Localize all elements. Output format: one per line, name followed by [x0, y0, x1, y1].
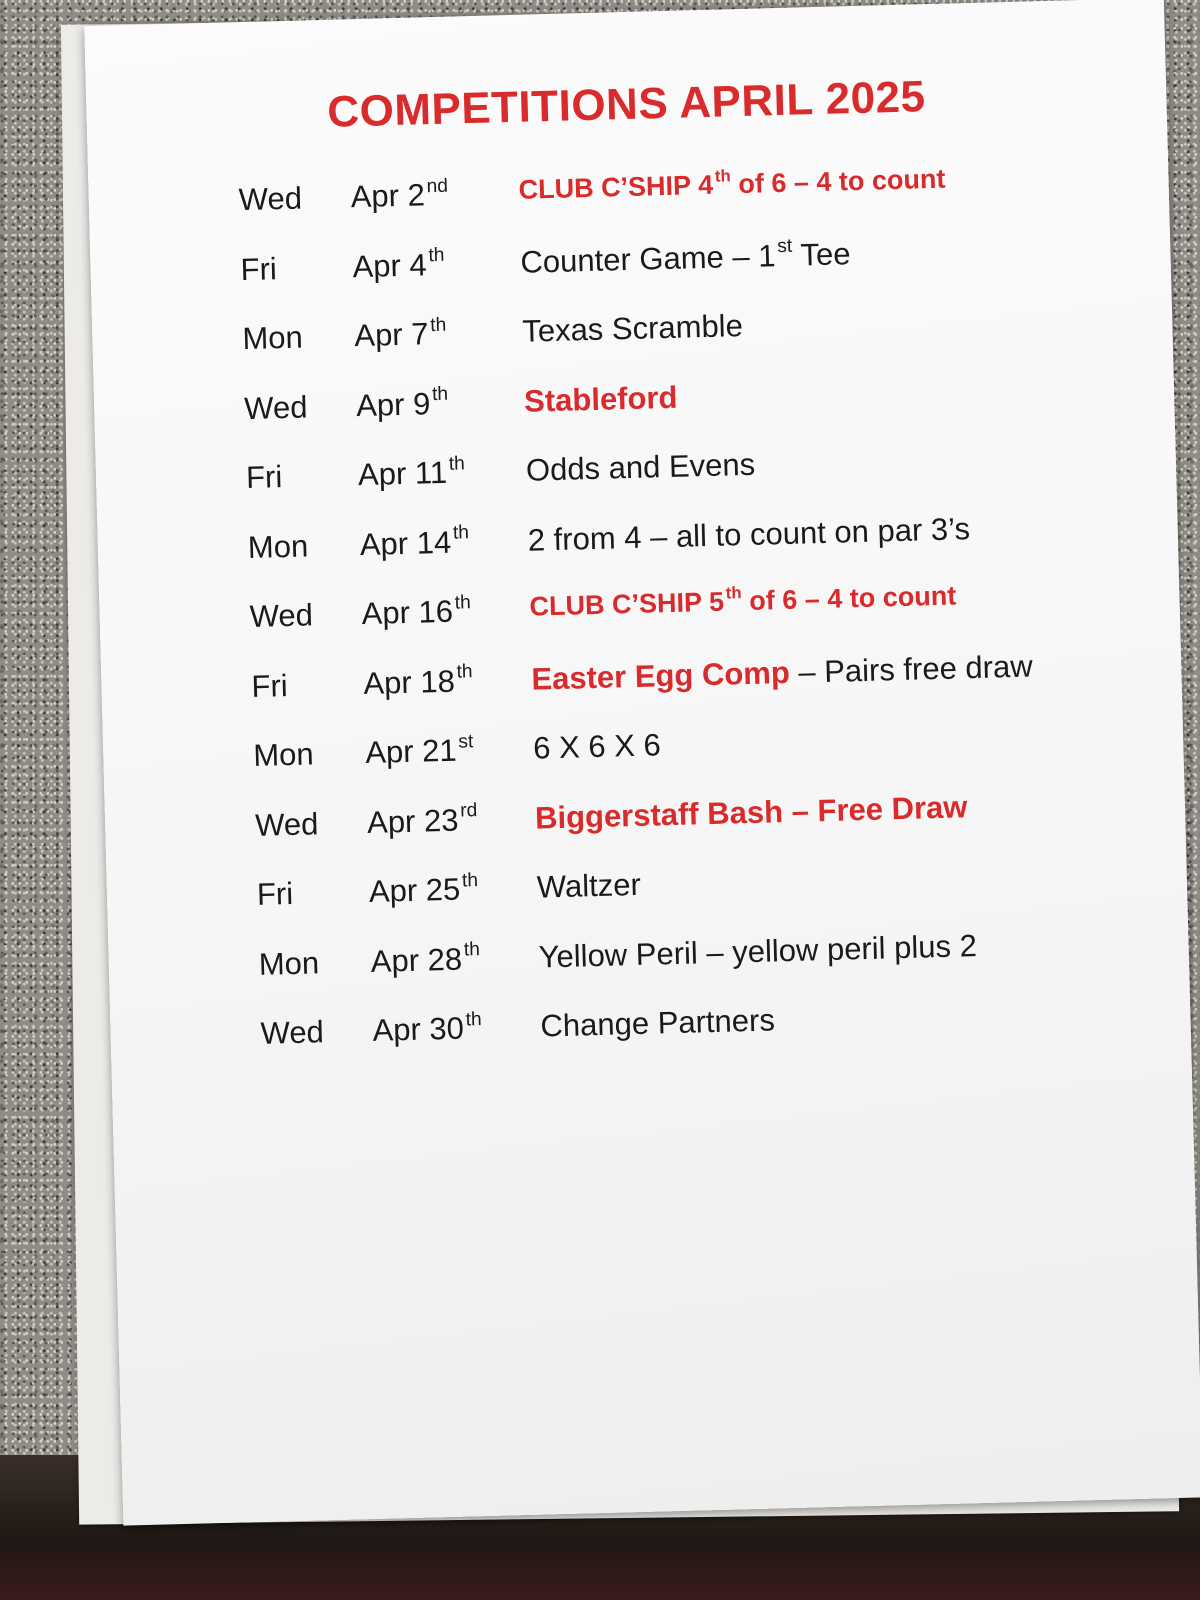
row-date-text: Apr 2: [350, 177, 426, 215]
row-date-text: Apr 9: [355, 385, 431, 423]
row-date-text: Apr 30: [372, 1010, 465, 1048]
event-text: 2 from 4 – all to count on par 3’s: [527, 510, 971, 558]
row-date-text: Apr 16: [361, 593, 454, 632]
row-event: [518, 164, 946, 206]
row-date-suffix: nd: [426, 175, 449, 197]
event-text: Odds and Evens: [525, 446, 756, 488]
row-date-suffix: th: [452, 522, 470, 544]
event-text: 6 X 6 X 6: [532, 727, 662, 766]
row-event: [520, 236, 851, 281]
event-text: CLUB C’SHIP 5: [529, 586, 725, 622]
row-date-text: Apr 18: [363, 663, 456, 701]
event-text: Change Partners: [540, 1002, 776, 1044]
row-date: [363, 663, 473, 702]
event-highlight-text: Easter Egg Comp: [530, 654, 791, 697]
row-day: Wed: [238, 180, 303, 218]
row-date-text: Apr 11: [357, 454, 448, 493]
row-date: [365, 732, 474, 771]
row-date: [370, 941, 480, 980]
event-ordinal-suffix: st: [776, 235, 793, 258]
row-date-suffix: th: [429, 314, 447, 336]
row-event: [536, 867, 641, 906]
row-date-suffix: rd: [459, 800, 478, 822]
row-date: [368, 871, 478, 910]
event-text: Texas Scramble: [521, 308, 744, 349]
row-date-text: Apr 14: [359, 524, 452, 562]
row-event: [526, 447, 756, 489]
row-date-suffix: th: [463, 939, 481, 961]
row-date-suffix: th: [465, 1008, 482, 1031]
event-ordinal-suffix: th: [714, 166, 731, 186]
row-event: [533, 727, 661, 766]
row-event: [524, 379, 678, 419]
row-date-text: Apr 28: [370, 941, 463, 979]
row-day: Mon: [258, 944, 320, 982]
row-day: Mon: [252, 736, 315, 773]
row-date: [352, 246, 445, 284]
event-text: of 6 – 4 to count: [741, 580, 957, 617]
row-date-text: Apr 23: [366, 802, 459, 840]
row-date-suffix: th: [448, 452, 466, 475]
row-date: [367, 802, 478, 841]
row-date-suffix: th: [461, 869, 479, 892]
row-date-text: Apr 25: [368, 871, 461, 909]
row-date: [354, 316, 447, 354]
row-date-suffix: th: [431, 383, 449, 406]
event-text: – Pairs free draw: [789, 648, 1034, 690]
row-event: [540, 1002, 775, 1044]
event-text: Stableford: [523, 379, 678, 419]
row-day: Mon: [247, 527, 309, 565]
event-text: of 6 – 4 to count: [730, 163, 946, 200]
row-date: [358, 454, 466, 493]
event-text: Counter Game – 1: [520, 237, 776, 280]
event-text: Biggerstaff Bash – Free Draw: [534, 788, 968, 836]
competition-sheet: [84, 0, 1200, 1526]
row-date-text: Apr 7: [353, 316, 429, 354]
row-date: [359, 524, 469, 563]
row-date-suffix: th: [454, 591, 472, 614]
page-title: COMPETITIONS APRIL 2025: [326, 72, 927, 137]
row-day: Wed: [243, 388, 308, 426]
row-day: Wed: [249, 597, 314, 634]
row-day: Fri: [251, 667, 289, 704]
row-day: Wed: [260, 1014, 325, 1051]
row-date: [361, 593, 471, 632]
event-text: CLUB C’SHIP 4: [518, 169, 714, 205]
event-ordinal-suffix: th: [725, 583, 742, 603]
row-day: Fri: [256, 875, 294, 912]
row-date: [372, 1010, 482, 1049]
row-date-text: Apr 21: [364, 732, 458, 771]
row-day: Mon: [241, 319, 304, 357]
row-day: Fri: [240, 250, 278, 287]
competition-list: [88, 158, 1191, 1089]
row-date: [350, 177, 448, 216]
row-day: Fri: [245, 459, 283, 496]
row-date-text: Apr 4: [352, 246, 428, 284]
event-text: Yellow Peril – yellow peril plus 2: [538, 927, 978, 975]
row-date: [356, 385, 449, 423]
row-date-suffix: th: [456, 661, 473, 683]
row-date-suffix: th: [428, 244, 445, 267]
row-event: [522, 308, 743, 350]
event-text: Tee: [791, 235, 851, 273]
row-date-suffix: st: [458, 730, 474, 753]
event-text: Waltzer: [536, 866, 642, 905]
row-day: Wed: [254, 805, 319, 843]
